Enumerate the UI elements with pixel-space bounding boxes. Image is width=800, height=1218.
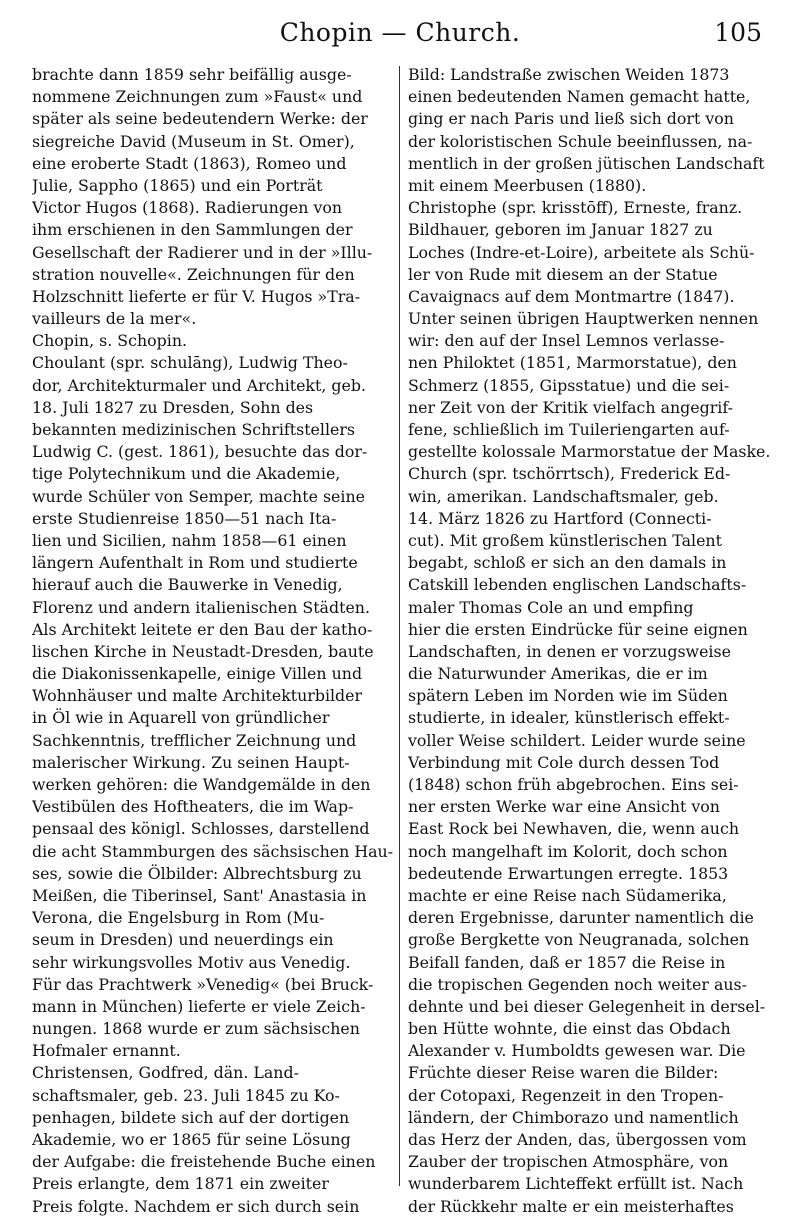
text-line: Ludwig C. (gest. 1861), besuchte das dor-: [32, 442, 368, 462]
text-line: ner ersten Werke war eine Ansicht von: [408, 797, 720, 817]
text-line: dor, Architekturmaler und Architekt, geb.: [32, 375, 366, 395]
text-line: die acht Stammburgen des sächsischen Hau-: [32, 841, 394, 861]
text-line: Loches (Indre-et-Loire), arbeitete als Schü-: [408, 242, 755, 262]
text-line: Julie, Sappho (1865) und ein Porträt: [32, 175, 323, 195]
text-line: der Rückkehr malte er ein meisterhaftes: [408, 1196, 734, 1216]
text-line: die Diakonissenkapelle, einige Villen und: [32, 664, 363, 684]
text-line: voller Weise schildert. Leider wurde seine: [408, 730, 746, 750]
text-line: tige Polytechnikum und die Akademie,: [32, 464, 341, 484]
text-line: die Naturwunder Amerikas, die er im: [408, 664, 708, 684]
text-line: Bildhauer, geboren im Januar 1827 zu: [408, 220, 713, 240]
text-line: siegreiche David (Museum in St. Omer),: [32, 131, 355, 151]
text-line: Cavaignacs auf dem Montmartre (1847).: [408, 286, 735, 306]
text-line: Victor Hugos (1868). Radierungen von: [32, 198, 343, 218]
text-line: der koloristischen Schule beeinflussen, na-: [408, 131, 753, 151]
text-line: bekannten medizinischen Schriftstellers: [32, 420, 356, 439]
text-line: ben Hütte wohnte, die einst das Obdach: [408, 1019, 731, 1039]
text-line: Bild: Landstraße zwischen Weiden 1873: [408, 65, 730, 84]
left-column: [32, 64, 394, 1218]
text-line: fene, schließlich im Tuileriengarten auf-: [408, 420, 730, 439]
text-line: mentlich in der großen jütischen Landschaft: [408, 153, 765, 173]
text-line: eine eroberte Stadt (1863), Romeo und: [32, 153, 347, 173]
text-line: maler Thomas Cole an und empfing: [408, 597, 694, 617]
text-line: deren Ergebnisse, darunter namentlich die: [408, 908, 754, 928]
text-line: hier die ersten Eindrücke für seine eignen: [408, 619, 748, 639]
text-line: Hofmaler ernannt.: [32, 1041, 181, 1061]
text-line: ner Zeit von der Kritik vielfach angegrif-: [408, 397, 733, 417]
text-line: penhagen, bildete sich auf der dortigen: [32, 1107, 350, 1127]
text-line: pensaal des königl. Schlosses, darstellend: [32, 819, 370, 839]
text-line: werken gehören: die Wandgemälde in den: [32, 775, 371, 794]
text-line: malerischer Wirkung. Zu seinen Haupt-: [32, 752, 350, 772]
column-divider: [399, 66, 400, 1186]
text-line: noch mangelhaft im Kolorit, doch schon: [408, 841, 728, 861]
text-line: nungen. 1868 wurde er zum sächsischen: [32, 1019, 360, 1039]
text-line: Unter seinen übrigen Hauptwerken nennen: [408, 309, 759, 329]
text-line: Landschaften, in denen er vorzugsweise: [408, 641, 731, 661]
text-line: Holzschnitt lieferte er für V. Hugos »Tra-: [32, 286, 361, 306]
text-line: Zauber der tropischen Atmosphäre, von: [408, 1152, 729, 1172]
text-line: in Öl wie in Aquarell von gründlicher: [32, 708, 330, 728]
text-line: East Rock bei Newhaven, die, wenn auch: [408, 819, 739, 839]
text-line: nommene Zeichnungen zum »Faust« und: [32, 87, 363, 107]
text-line: mann in München) lieferte er viele Zeich-: [32, 996, 366, 1016]
text-line: mit einem Meerbusen (1880).: [408, 175, 647, 195]
text-line: wunderbarem Lichteffekt erfüllt ist. Nach: [408, 1174, 744, 1194]
text-line: Früchte dieser Reise waren die Bilder:: [408, 1063, 719, 1083]
text-line: Preis folgte. Nachdem er sich durch sein: [32, 1196, 360, 1216]
text-line: Schmerz (1855, Gipsstatue) und die sei-: [408, 375, 730, 395]
text-line: Florenz und andern italienischen Städten.: [32, 597, 370, 617]
text-line: Christophe (spr. krisstōff), Erneste, franz.: [408, 198, 743, 218]
text-line: Meißen, die Tiberinsel, Sant' Anastasia in: [32, 885, 367, 905]
running-head: Chopin — Church.: [279, 18, 521, 47]
text-line: ländern, der Chimborazo und namentlich: [408, 1107, 739, 1127]
text-line: stration nouvelle«. Zeichnungen für den: [32, 264, 355, 284]
text-line: 14. März 1826 zu Hartford (Connecti-: [408, 508, 712, 528]
text-line: win, amerikan. Landschaftsmaler, geb.: [408, 486, 719, 506]
text-line: lien und Sicilien, nahm 1858—61 einen: [32, 530, 347, 550]
text-line: Choulant (spr. schulāng), Ludwig Theo-: [32, 353, 348, 373]
text-line: erste Studienreise 1850—51 nach Ita-: [32, 508, 337, 528]
text-line: schaftsmaler, geb. 23. Juli 1845 zu Ko-: [32, 1085, 340, 1105]
text-line: sehr wirkungsvolles Motiv aus Venedig.: [32, 952, 351, 972]
text-line: das Herz der Anden, das, übergossen vom: [408, 1130, 747, 1149]
text-line: Catskill lebenden englischen Landschafts-: [408, 575, 747, 595]
text-line: Als Architekt leitete er den Bau der katho-: [32, 619, 373, 639]
text-line: ses, sowie die Ölbilder: Albrechtsburg zu: [32, 863, 362, 883]
text-line: ging er nach Paris und ließ sich dort von: [408, 109, 734, 129]
text-line: Church (spr. tschörrtsch), Frederick Ed-: [408, 464, 731, 484]
text-line: begabt, schloß er sich an den damals in: [408, 553, 727, 573]
text-line: seum in Dresden) und neuerdings ein: [32, 930, 334, 950]
text-line: cut). Mit großem künstlerischen Talent: [408, 530, 722, 550]
text-line: später als seine bedeutendern Werke: der: [32, 109, 368, 129]
text-line: wurde Schüler von Semper, machte seine: [32, 486, 365, 506]
text-line: brachte dann 1859 sehr beifällig ausge-: [32, 65, 352, 84]
text-line: nen Philoktet (1851, Marmorstatue), den: [408, 353, 737, 373]
text-line: vailleurs de la mer«.: [32, 309, 197, 329]
right-column: [408, 64, 770, 1218]
text-line: einen bedeutenden Namen gemacht hatte,: [408, 87, 751, 107]
text-line: studierte, in idealer, künstlerisch effekt-: [408, 708, 730, 728]
text-line: wir: den auf der Insel Lemnos verlasse-: [408, 331, 725, 351]
text-line: Für das Prachtwerk »Venedig« (bei Bruck-: [32, 974, 374, 994]
text-line: Verbindung mit Cole durch dessen Tod: [408, 752, 720, 772]
text-line: Vestibülen des Hoftheaters, die im Wap-: [32, 797, 354, 817]
text-line: Wohnhäuser und malte Architekturbilder: [32, 686, 363, 706]
text-line: Gesellschaft der Radierer und in der »Illu-: [32, 242, 373, 262]
text-line: spätern Leben im Norden wie im Süden: [408, 686, 728, 706]
text-line: dehnte und bei dieser Gelegenheit in dersel-: [408, 996, 766, 1016]
text-line: ihm erschienen in den Sammlungen der: [32, 220, 353, 240]
text-line: hierauf auch die Bauwerke in Venedig,: [32, 575, 343, 595]
text-line: längern Aufenthalt in Rom und studierte: [32, 553, 358, 573]
text-line: Preis erlangte, dem 1871 ein zweiter: [32, 1174, 329, 1194]
text-line: große Bergkette von Neugranada, solchen: [408, 930, 750, 950]
text-line: (1848) schon früh abgebrochen. Eins sei-: [408, 775, 739, 794]
text-line: 18. Juli 1827 zu Dresden, Sohn des: [32, 397, 314, 417]
text-line: bedeutende Erwartungen erregte. 1853: [408, 863, 729, 883]
text-line: der Aufgabe: die freistehende Buche einen: [32, 1152, 376, 1172]
text-line: Christensen, Godfred, dän. Land-: [32, 1063, 299, 1083]
text-line: gestellte kolossale Marmorstatue der Maske.: [408, 442, 770, 462]
text-line: Verona, die Engelsburg in Rom (Mu-: [32, 908, 325, 928]
text-line: lischen Kirche in Neustadt-Dresden, baute: [32, 641, 374, 661]
text-line: die tropischen Gegenden noch weiter aus-: [408, 974, 747, 994]
text-line: Beifall fanden, daß er 1857 die Reise in: [408, 952, 726, 972]
text-line: Sachkenntnis, trefflicher Zeichnung und: [32, 730, 357, 750]
text-line: Akademie, wo er 1865 für seine Lösung: [32, 1130, 351, 1149]
text-line: Chopin, s. Schopin.: [32, 331, 188, 351]
text-line: Alexander v. Humboldts gewesen war. Die: [408, 1041, 746, 1061]
text-line: der Cotopaxi, Regenzeit in den Tropen-: [408, 1085, 724, 1105]
text-line: machte er eine Reise nach Südamerika,: [408, 885, 727, 905]
page-header: [0, 18, 800, 54]
page-number: 105: [714, 18, 762, 47]
text-line: ler von Rude mit diesem an der Statue: [408, 264, 718, 284]
